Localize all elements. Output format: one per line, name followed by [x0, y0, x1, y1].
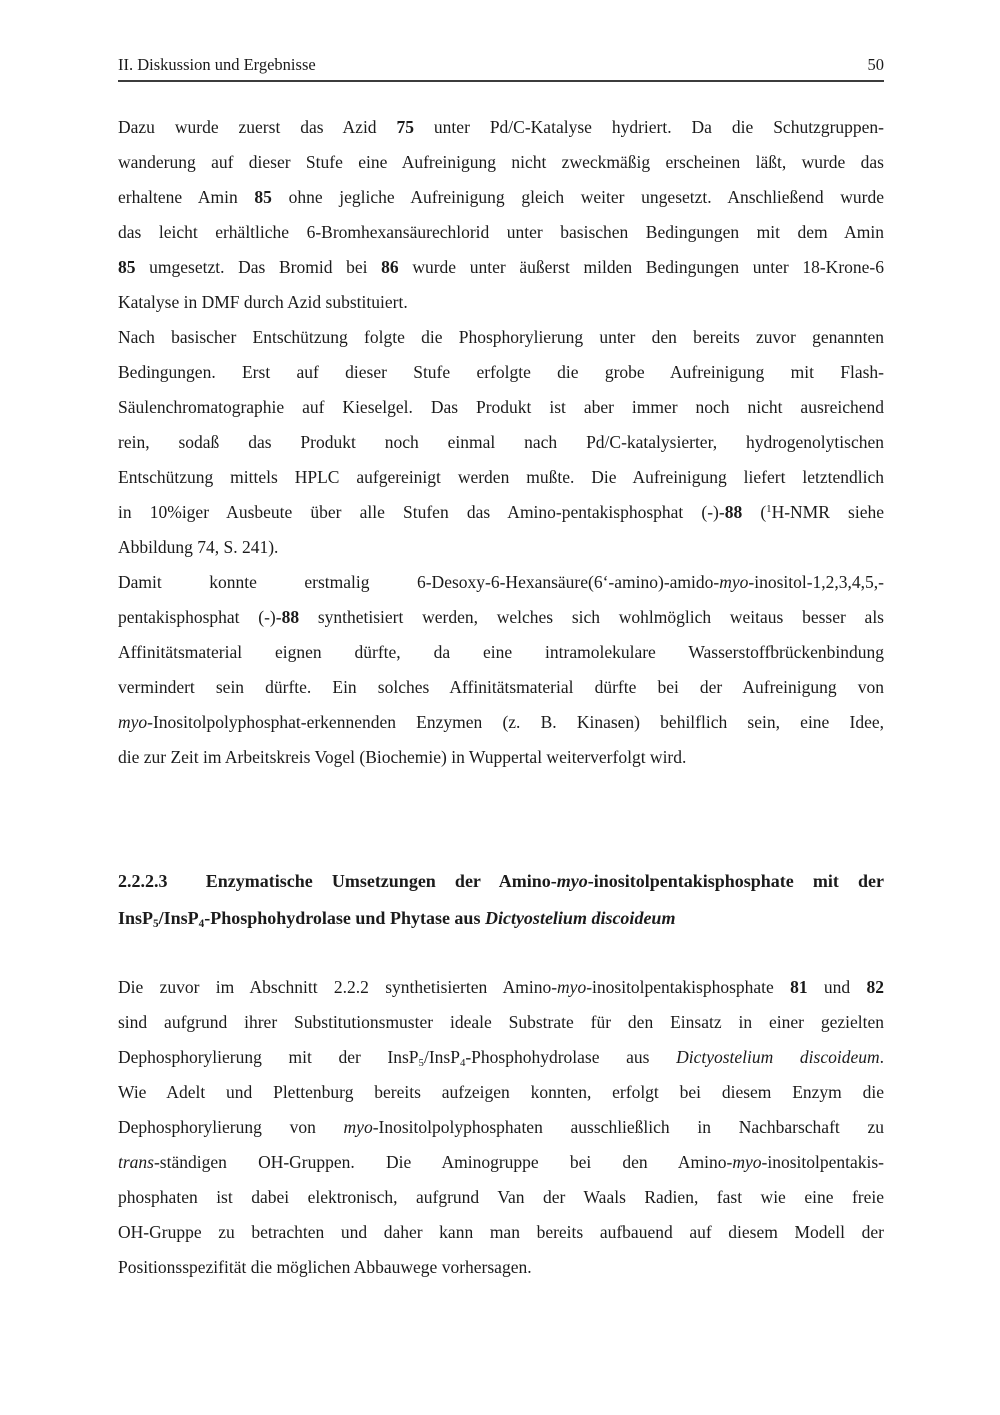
text-run: /InsP [158, 908, 199, 928]
text-line [118, 1110, 884, 1145]
text-line [118, 970, 884, 1005]
text-run: sind aufgrund ihrer Substitutionsmuster ideale Substrate für den Einsatz in einer gezielten [118, 1012, 884, 1032]
text-run: 81 [790, 977, 808, 997]
page-number: 50 [867, 55, 884, 74]
text-run: 86 [381, 257, 399, 277]
text-line [118, 863, 884, 900]
text-run: ohne jegliche Aufreinigung gleich weiter ungesetzt. Anschließend wurde [271, 187, 884, 207]
text-run: Dephosphorylierung mit der InsP [118, 1047, 419, 1067]
text-run: 5 [153, 918, 159, 931]
text-line [118, 565, 884, 600]
text-run: phosphaten ist dabei elektronisch, aufgrund Van der Waals Radien, fast wie eine freie [118, 1187, 884, 1207]
text-run: unter Pd/C-Katalyse hydriert. Da die Schutzgruppen- [414, 117, 884, 137]
text-run: in 10%iger Ausbeute über alle Stufen das Amino-pentakisphosphat (-)- [118, 502, 725, 522]
text-run: ( [742, 502, 767, 522]
text-line [118, 1145, 884, 1180]
text-line [118, 320, 884, 355]
text-run: pentakisphosphat (-)- [118, 607, 282, 627]
text-run: -Inositolpolyphosphaten ausschließlich in Nachbarschaft zu [372, 1117, 884, 1137]
text-line [118, 900, 884, 937]
text-run: Positionsspezifität die möglichen Abbauwege vorhersagen. [118, 1257, 532, 1277]
text-run: myo [557, 977, 587, 997]
text-run: myo [732, 1152, 762, 1172]
text-line [118, 145, 884, 180]
text-run: Dephosphorylierung von [118, 1117, 344, 1137]
text-run: das leicht erhältliche 6-Bromhexansäurechlorid unter basischen Bedingungen mit dem Amin [118, 222, 884, 242]
text-line [118, 600, 884, 635]
text-line [118, 670, 884, 705]
text-run: 85 [254, 187, 272, 207]
text-line [118, 180, 884, 215]
text-line [118, 1075, 884, 1110]
text-run: 88 [724, 502, 743, 522]
text-run: . [879, 1047, 884, 1067]
text-run: Bedingungen. Erst auf dieser Stufe erfolgte die grobe Aufreinigung mit Flash- [118, 362, 884, 382]
page-header [118, 55, 884, 82]
text-run: -Phosphohydrolase aus [465, 1047, 677, 1067]
text-run: 1 [766, 503, 772, 516]
text-run: InsP [118, 908, 154, 928]
text-run: /InsP [423, 1047, 460, 1067]
text-line [118, 1215, 884, 1250]
text-run: -inositolpentakis- [761, 1152, 884, 1172]
text-line [118, 215, 884, 250]
text-line [118, 495, 884, 530]
text-line [118, 530, 884, 565]
text-run: OH-Gruppe zu betrachten und daher kann man bereits aufbauend auf diesem Modell der [118, 1222, 884, 1242]
text-run: Katalyse in DMF durch Azid substituiert. [118, 292, 408, 312]
text-line [118, 740, 884, 775]
text-run: myo [719, 572, 749, 592]
text-run: Dictyostelium discoideum [676, 1047, 880, 1067]
text-run: -Inositolpolyphosphat-erkennenden Enzymen (z. B. Kinasen) behilflich sein, eine Idee, [147, 712, 884, 732]
paragraph-2 [118, 320, 884, 565]
text-line [118, 1250, 884, 1285]
text-run: 85 [118, 257, 136, 277]
text-run: 82 [866, 977, 884, 997]
text-run: 5 [418, 1057, 424, 1070]
text-run: 2.2.2.3 Enzymatische Umsetzungen der Amino- [118, 871, 557, 891]
text-run: vermindert sein dürfte. Ein solches Affinitätsmaterial dürfte bei der Aufreinigung von [118, 677, 884, 697]
text-run: und [807, 977, 867, 997]
text-line [118, 110, 884, 145]
text-run: H-NMR siehe [771, 502, 884, 522]
text-line [118, 250, 884, 285]
text-run: 88 [281, 607, 300, 627]
text-line [118, 1040, 884, 1075]
text-run: Entschützung mittels HPLC aufgereinigt werden mußte. Die Aufreinigung liefert letztendlich [118, 467, 884, 487]
text-run: Damit konnte erstmalig 6-Desoxy-6-Hexansäure(6‘-amino)-amido- [118, 572, 720, 592]
text-line [118, 355, 884, 390]
text-line [118, 425, 884, 460]
text-run: 4 [459, 1057, 466, 1070]
text-run: erhaltene Amin [118, 187, 255, 207]
text-run: Dazu wurde zuerst das Azid [118, 117, 397, 137]
text-run: 4 [198, 918, 205, 931]
text-run: umgesetzt. Das Bromid bei [135, 257, 382, 277]
text-run: die zur Zeit im Arbeitskreis Vogel (Biochemie) in Wuppertal weiterverfolgt wird. [118, 747, 687, 767]
text-line [118, 285, 884, 320]
text-run: Wie Adelt und Plettenburg bereits aufzeigen konnten, erfolgt bei diesem Enzym die [118, 1082, 884, 1102]
text-run: wurde unter äußerst milden Bedingungen unter 18-Krone-6 [398, 257, 884, 277]
text-run: myo [343, 1117, 373, 1137]
text-line [118, 705, 884, 740]
text-run: -Phosphohydrolase und Phytase aus [204, 908, 485, 928]
text-run: -inositolpentakisphosphate [586, 977, 791, 997]
text-line [118, 635, 884, 670]
paragraph-3 [118, 565, 884, 775]
text-run: synthetisiert werden, welches sich wohlmöglich weitaus besser als [299, 607, 884, 627]
text-line [118, 1180, 884, 1215]
text-run: Nach basischer Entschützung folgte die Phosphorylierung unter den bereits zuvor genannten [118, 327, 884, 347]
section-heading [118, 863, 884, 937]
page-body [118, 110, 884, 1285]
text-run: -inositolpentakisphosphate mit der [587, 871, 884, 891]
text-run: Affinitätsmaterial eignen dürfte, da eine intramolekulare Wasserstoffbrückenbindung [118, 642, 884, 662]
running-title: II. Diskussion und Ergebnisse [118, 55, 316, 74]
text-run: Säulenchromatographie auf Kieselgel. Das Produkt ist aber immer noch nicht ausreichend [118, 397, 884, 417]
paragraph-4 [118, 970, 884, 1285]
text-line [118, 460, 884, 495]
text-run: rein, sodaß das Produkt noch einmal nach Pd/C-katalysierter, hydrogenolytischen [118, 432, 884, 452]
text-run: trans [118, 1152, 154, 1172]
text-line [118, 1005, 884, 1040]
text-run: Dictyostelium discoideum [484, 908, 676, 928]
text-run: -inositol-1,2,3,4,5,- [748, 572, 884, 592]
text-run: myo [118, 712, 148, 732]
text-run: Abbildung 74, S. 241). [118, 537, 279, 557]
paragraph-1 [118, 110, 884, 320]
text-run: wanderung auf dieser Stufe eine Aufreinigung nicht zweckmäßig erscheinen läßt, wurde das [118, 152, 884, 172]
text-run: 75 [396, 117, 414, 137]
text-run: -ständigen OH-Gruppen. Die Aminogruppe bei den Amino- [153, 1152, 733, 1172]
text-line [118, 390, 884, 425]
text-run: Die zuvor im Abschnitt 2.2.2 synthetisierten Amino- [118, 977, 558, 997]
text-run: myo [556, 871, 588, 891]
